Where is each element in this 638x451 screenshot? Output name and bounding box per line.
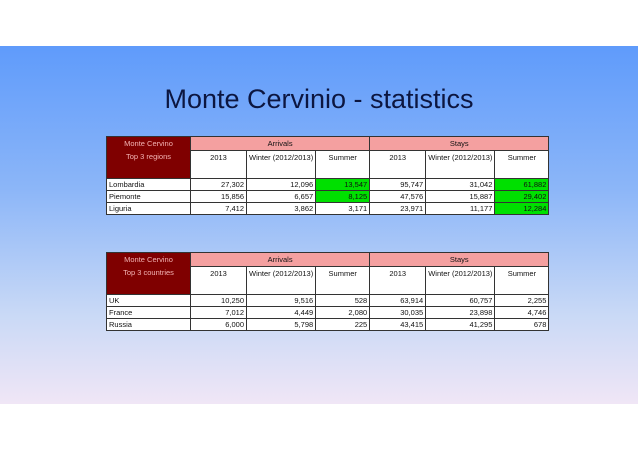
cell: 7,012	[191, 307, 247, 319]
table-row	[107, 203, 549, 215]
cell: 23,971	[370, 203, 426, 215]
col-header: 2013	[191, 267, 247, 295]
cell: 31,042	[426, 179, 495, 191]
arrivals-header: Arrivals	[191, 137, 370, 151]
cell: 47,576	[370, 191, 426, 203]
cell: 11,177	[426, 203, 495, 215]
stays-header: Stays	[370, 137, 549, 151]
cell-highlighted: 8,125	[316, 191, 370, 203]
cell: 95,747	[370, 179, 426, 191]
cell: 27,302	[191, 179, 247, 191]
cell: 225	[316, 319, 370, 331]
cell: 60,757	[426, 295, 495, 307]
table-row	[107, 191, 549, 203]
cell: 9,516	[247, 295, 316, 307]
row-label: Lombardia	[107, 179, 191, 191]
row-label: UK	[107, 295, 191, 307]
cell: 4,746	[495, 307, 549, 319]
cell: 43,415	[370, 319, 426, 331]
table-row	[107, 307, 549, 319]
cell: 15,887	[426, 191, 495, 203]
cell: 678	[495, 319, 549, 331]
cell: 2,255	[495, 295, 549, 307]
row-label: Liguria	[107, 203, 191, 215]
col-header: Summer	[316, 151, 370, 179]
row-label: France	[107, 307, 191, 319]
corner-line-1: Monte Cervino	[124, 255, 173, 264]
cell: 15,856	[191, 191, 247, 203]
cell: 2,080	[316, 307, 370, 319]
col-header: Winter (2012/2013)	[426, 151, 495, 179]
cell: 10,250	[191, 295, 247, 307]
regions-table	[106, 136, 549, 215]
cell: 7,412	[191, 203, 247, 215]
cell: 6,000	[191, 319, 247, 331]
corner-line-2: Top 3 countries	[123, 268, 174, 277]
row-label: Piemonte	[107, 191, 191, 203]
slide-title: Monte Cervinio - statistics	[164, 84, 474, 114]
cell: 41,295	[426, 319, 495, 331]
corner-line-2: Top 3 regions	[125, 152, 172, 161]
col-header: Winter (2012/2013)	[247, 267, 316, 295]
cell: 4,449	[247, 307, 316, 319]
cell: 23,898	[426, 307, 495, 319]
arrivals-header: Arrivals	[191, 253, 370, 267]
table-corner-header	[107, 253, 191, 295]
col-header: Winter (2012/2013)	[426, 267, 495, 295]
countries-table	[106, 252, 549, 331]
cell-highlighted: 61,882	[495, 179, 549, 191]
cell-highlighted: 29,402	[495, 191, 549, 203]
cell: 30,035	[370, 307, 426, 319]
cell: 528	[316, 295, 370, 307]
table-row	[107, 295, 549, 307]
col-header: 2013	[370, 151, 426, 179]
col-header: Summer	[316, 267, 370, 295]
cell: 12,096	[247, 179, 316, 191]
col-header: Summer	[495, 267, 549, 295]
col-header: Summer	[495, 151, 549, 179]
row-label: Russia	[107, 319, 191, 331]
cell-highlighted: 12,284	[495, 203, 549, 215]
table-row	[107, 179, 549, 191]
col-header: 2013	[191, 151, 247, 179]
stays-header: Stays	[370, 253, 549, 267]
col-header: 2013	[370, 267, 426, 295]
cell: 3,862	[247, 203, 316, 215]
col-header: Winter (2012/2013)	[247, 151, 316, 179]
cell-highlighted: 13,547	[316, 179, 370, 191]
corner-line-1: Monte Cervino	[124, 139, 173, 148]
cell: 6,657	[247, 191, 316, 203]
table-corner-header	[107, 137, 191, 179]
cell: 63,914	[370, 295, 426, 307]
cell: 3,171	[316, 203, 370, 215]
table-row	[107, 319, 549, 331]
cell: 5,798	[247, 319, 316, 331]
